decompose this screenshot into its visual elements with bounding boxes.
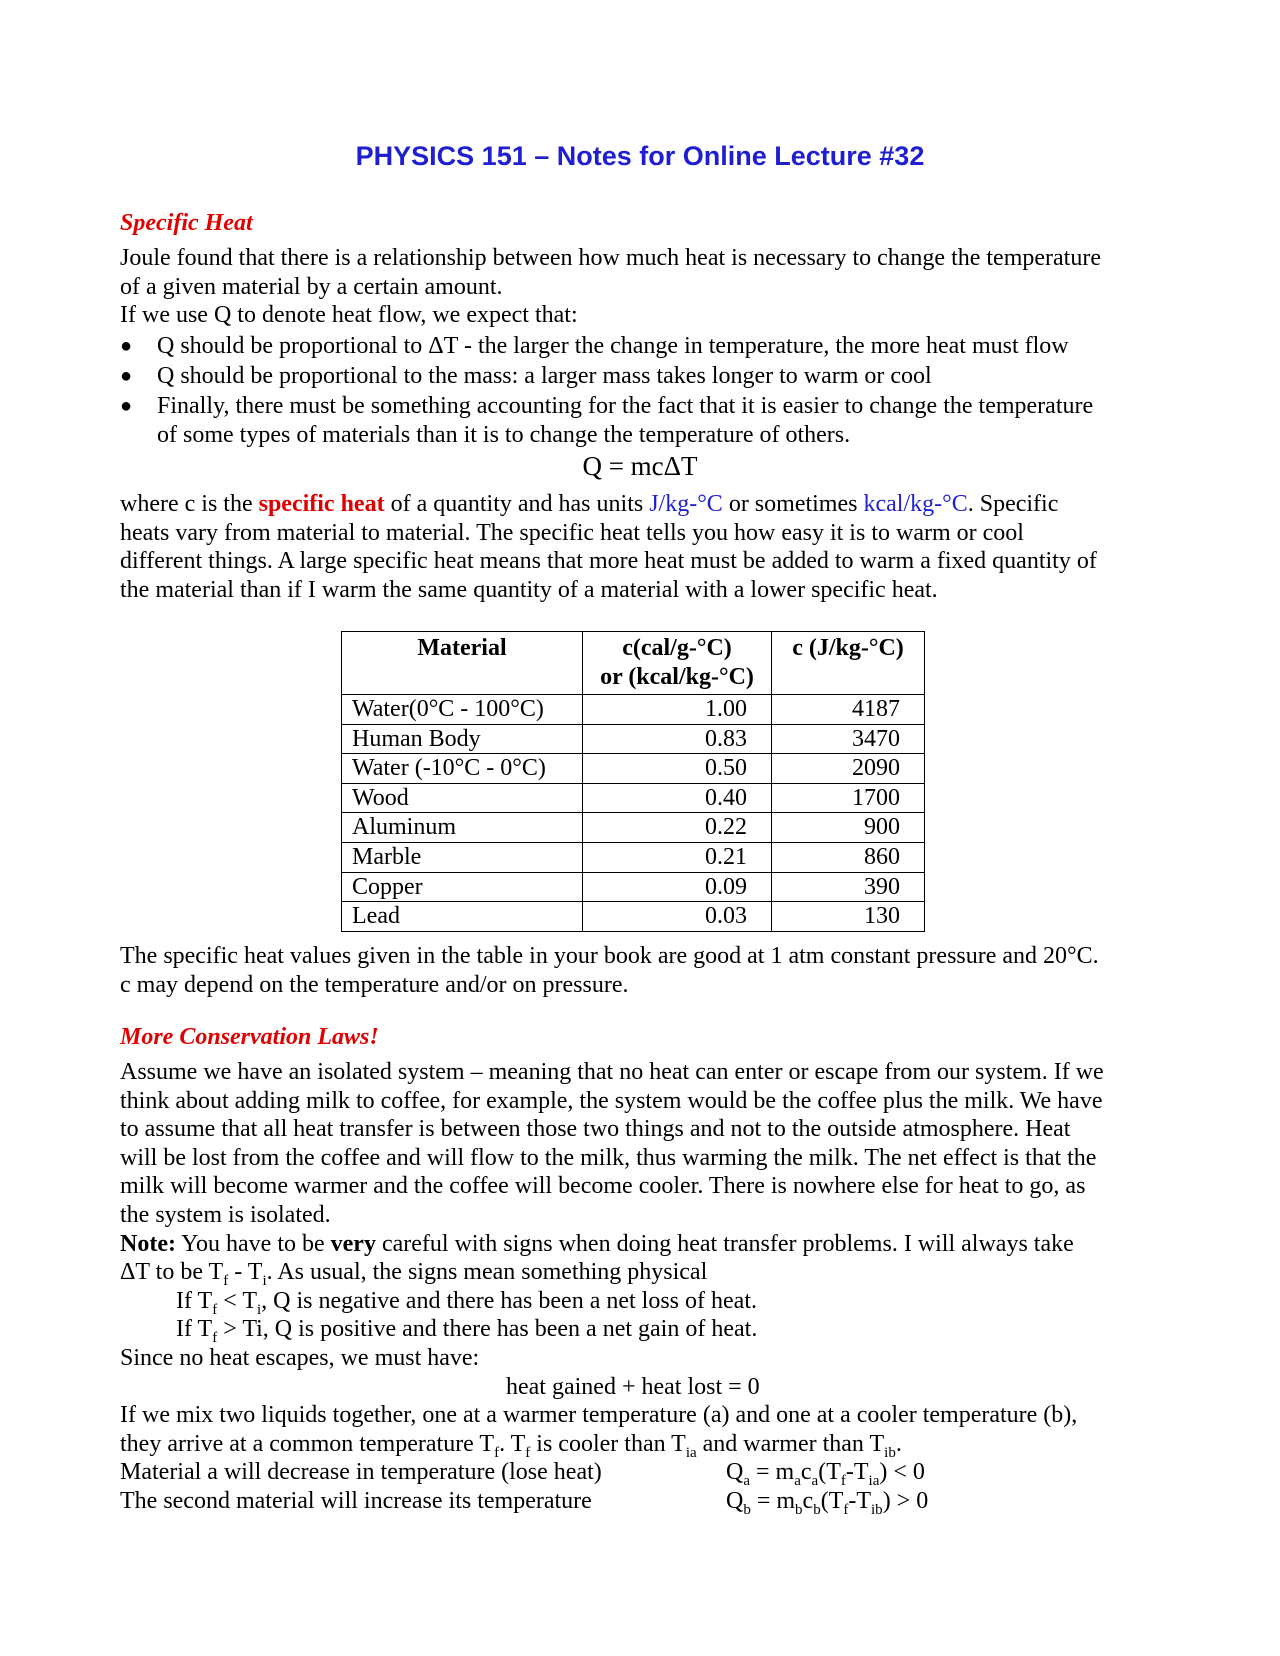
text-span: . T [499, 1430, 526, 1457]
text-line: milk will become warmer and the coffee will become cooler. There is nowhere else for heat to go, as [120, 1173, 1086, 1200]
text-span: and warmer than T [696, 1430, 885, 1457]
text-span: If T [176, 1287, 213, 1314]
subscript: f [223, 1272, 229, 1289]
cell-joule: 130 [772, 902, 925, 932]
subscript: a [743, 1473, 751, 1490]
material-a-line [120, 1458, 1170, 1490]
equation-qb [726, 1487, 928, 1516]
cell-joule: 4187 [772, 695, 925, 725]
subscript: b [813, 1501, 821, 1518]
text-span: If T [176, 1316, 213, 1343]
text-span: Q [726, 1487, 744, 1514]
equation-qa [726, 1458, 925, 1490]
equation-heat-balance: heat gained + heat lost = 0 [506, 1373, 760, 1400]
text-span: careful with signs when doing heat transfer problems. I will always take [375, 1230, 1074, 1257]
text-line: the system is isolated. [120, 1201, 331, 1228]
table-row [342, 902, 925, 932]
cell-cal: 0.09 [583, 872, 772, 902]
text-span: . [895, 1430, 902, 1457]
text-line: the material than if I warm the same quantity of a material with a lower specific heat. [120, 576, 938, 603]
cell-cal: 0.50 [583, 754, 772, 784]
cell-material: Lead [342, 902, 583, 932]
text-span: is cooler than T [530, 1430, 686, 1457]
text-span: Material a will decrease in temperature (lose heat) [120, 1459, 602, 1486]
subscript: f [212, 1301, 218, 1318]
table-row [342, 724, 925, 754]
cell-material: Water (-10°C - 0°C) [342, 754, 583, 784]
text-span: - T [228, 1259, 263, 1286]
text-line: think about adding milk to coffee, for example, the system would be the coffee plus the milk. We have [120, 1087, 1103, 1114]
note-line [120, 1230, 1170, 1259]
text-span: -T [845, 1459, 869, 1486]
cell-joule: 860 [772, 842, 925, 872]
subscript: f [843, 1501, 849, 1518]
case-line [120, 1287, 1170, 1316]
subscript: f [494, 1444, 500, 1461]
intro-paragraph [120, 244, 1170, 330]
section-heading-conservation: More Conservation Laws! [120, 1024, 379, 1050]
subscript: a [794, 1473, 801, 1490]
cell-material: Copper [342, 872, 583, 902]
text-span: where c is the [120, 491, 259, 517]
text-line [120, 490, 1170, 519]
emphasis-very: very [330, 1230, 376, 1257]
text-span: (T [818, 1459, 841, 1486]
bullet-icon: ● [120, 395, 133, 417]
subscript: ib [871, 1501, 883, 1518]
text-line: of a given material by a certain amount. [120, 273, 503, 300]
text-span: (T [820, 1487, 844, 1514]
text-span: > Ti, Q is positive and there has been a net gain of heat. [217, 1316, 758, 1343]
bullet-icon: ● [120, 365, 133, 387]
column-header-material: Material [342, 632, 583, 695]
header-line: c(cal/g-°C) [622, 635, 732, 661]
text-span: = m [750, 1487, 796, 1514]
unit-kcal-kg-c: kcal/kg-°C [863, 491, 968, 517]
text-line [120, 1258, 1170, 1287]
bullet-text: Finally, there must be something accounting for the fact that it is easier to change the temperature [157, 393, 1094, 419]
text-line: Assume we have an isolated system – meaning that no heat can enter or escape from our system. If we [120, 1059, 1104, 1085]
cell-cal: 0.83 [583, 724, 772, 754]
cell-joule: 1700 [772, 783, 925, 813]
text-span: they arrive at a common temperature T [120, 1430, 495, 1457]
table-row [342, 754, 925, 784]
cell-material: Human Body [342, 724, 583, 754]
subscript: f [212, 1330, 218, 1347]
text-line: If we mix two liquids together, one at a warmer temperature (a) and one at a cooler temperature (b), [120, 1402, 1078, 1429]
cell-joule: 900 [772, 813, 925, 843]
subscript: i [256, 1301, 262, 1318]
table-body [342, 695, 925, 932]
text-line: heats vary from material to material. The specific heat tells you how easy it is to warm or cool [120, 519, 1024, 546]
subscript: ia [868, 1473, 880, 1490]
subscript: ia [685, 1444, 697, 1461]
text-line: The specific heat values given in the table in your book are good at 1 atm constant pressure and 20°C. [120, 943, 1099, 969]
note-label: Note: [120, 1230, 176, 1257]
term-specific-heat: specific heat [258, 491, 385, 517]
text-span: of a quantity and has units [384, 491, 650, 517]
text-span: ΔT to be T [120, 1259, 224, 1286]
cell-cal: 0.03 [583, 902, 772, 932]
text-line: If we use Q to denote heat flow, we expect that: [120, 302, 578, 329]
text-span: < T [217, 1287, 257, 1314]
subscript: f [840, 1473, 846, 1490]
text-span: or sometimes [722, 491, 864, 517]
cell-material: Wood [342, 783, 583, 813]
section-heading-specific-heat: Specific Heat [120, 210, 253, 236]
post-table-paragraph [120, 942, 1170, 999]
text-span: You have to be [175, 1230, 331, 1257]
cell-cal: 1.00 [583, 695, 772, 725]
cell-cal: 0.22 [583, 813, 772, 843]
bullet-text: Q should be proportional to ΔT - the larger the change in temperature, the more heat must flow [157, 333, 1069, 359]
text-span: , Q is negative and there has been a net loss of heat. [261, 1287, 757, 1314]
table-header-row [342, 632, 925, 695]
cell-cal: 0.21 [583, 842, 772, 872]
specific-heat-table [341, 631, 925, 932]
cell-cal: 0.40 [583, 783, 772, 813]
cell-material: Aluminum [342, 813, 583, 843]
column-header-joule: c (J/kg-°C) [772, 632, 925, 695]
bullet-text: of some types of materials than it is to change the temperature of others. [157, 421, 851, 448]
page-title: PHYSICS 151 – Notes for Online Lecture #32 [355, 141, 925, 171]
subscript: b [795, 1501, 803, 1518]
text-span: . Specific [967, 491, 1059, 517]
table-row [342, 695, 925, 725]
text-line: to assume that all heat transfer is between those two things and not to the outside atmosphere. Heat [120, 1116, 1071, 1143]
header-line: or (kcal/kg-°C) [600, 663, 754, 690]
subscript: b [743, 1501, 751, 1518]
text-line: Since no heat escapes, we must have: [120, 1344, 480, 1371]
subscript: i [262, 1272, 267, 1289]
text-span: ) > 0 [882, 1487, 929, 1514]
conservation-paragraph [120, 1058, 1170, 1516]
cell-material: Marble [342, 842, 583, 872]
text-line: Joule found that there is a relationship between how much heat is necessary to change the temperature [120, 245, 1101, 271]
text-line: will be lost from the coffee and will flow to the milk, thus warming the milk. The net effect is that the [120, 1144, 1097, 1171]
cell-material: Water(0°C - 100°C) [342, 695, 583, 725]
text-span: -T [848, 1487, 872, 1514]
subscript: ib [884, 1444, 896, 1461]
table-row [342, 813, 925, 843]
text-line [120, 1430, 1170, 1459]
text-line: c may depend on the temperature and/or on pressure. [120, 971, 629, 998]
text-span: ) < 0 [879, 1459, 925, 1486]
text-span: The second material will increase its temperature [120, 1487, 592, 1514]
table-row [342, 872, 925, 902]
table-row [342, 842, 925, 872]
text-line: different things. A large specific heat means that more heat must be added to warm a fixed quantity of [120, 548, 1097, 575]
bullet-text: Q should be proportional to the mass: a larger mass takes longer to warm or cool [157, 363, 932, 389]
unit-j-kg-c: J/kg-°C [649, 491, 723, 517]
column-header-cal [583, 632, 772, 695]
text-span: Q [726, 1459, 744, 1486]
specific-heat-paragraph [120, 490, 1170, 604]
cell-joule: 390 [772, 872, 925, 902]
material-b-line [120, 1487, 1170, 1516]
text-span: c [802, 1487, 814, 1514]
subscript: f [525, 1444, 531, 1461]
text-span: c [800, 1459, 812, 1486]
equation-q-mc-delta-t: Q = mcΔT [582, 451, 698, 481]
cell-joule: 3470 [772, 724, 925, 754]
case-line [120, 1315, 1170, 1347]
text-span: = m [750, 1459, 795, 1486]
bullet-icon: ● [120, 335, 133, 357]
subscript: a [811, 1473, 819, 1490]
table-row [342, 783, 925, 813]
cell-joule: 2090 [772, 754, 925, 784]
text-span: . As usual, the signs mean something physical [266, 1259, 708, 1286]
